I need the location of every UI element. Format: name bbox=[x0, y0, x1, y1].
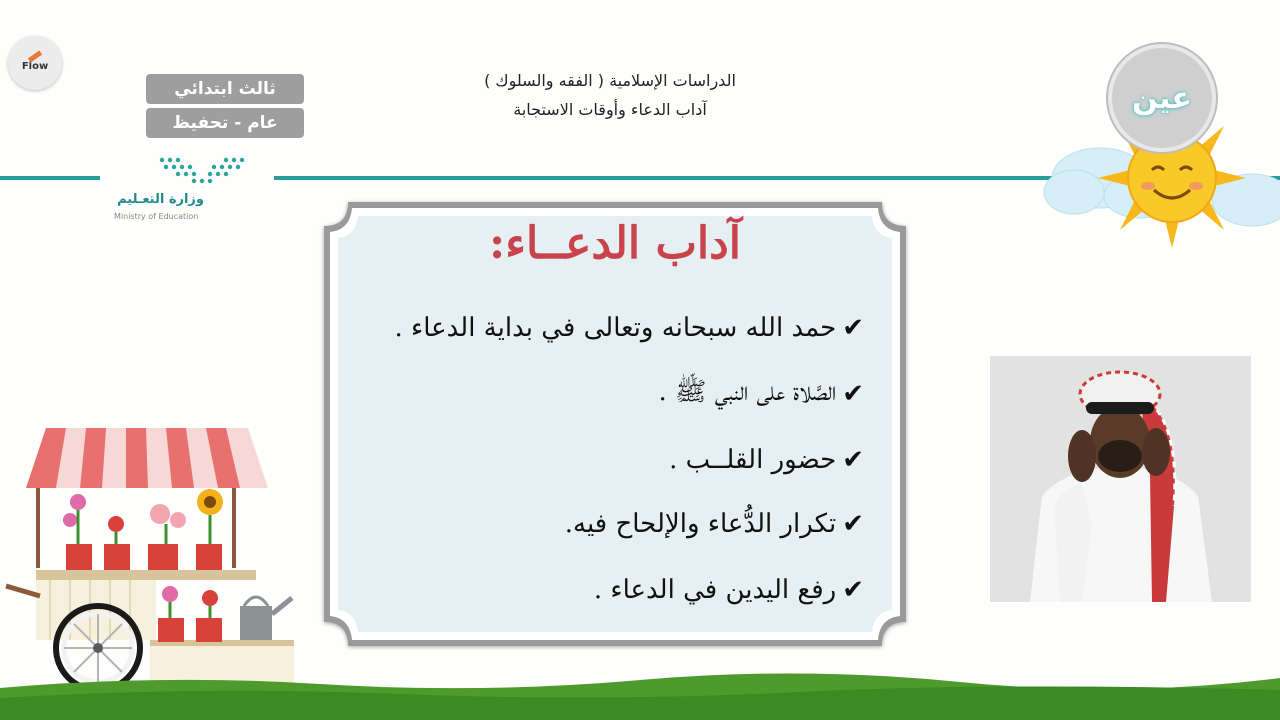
interpreter-image bbox=[990, 356, 1251, 602]
list-item-text: الصَّلاة على النبي ﷺ . bbox=[658, 377, 837, 407]
list-item-text: حضور القلــب . bbox=[669, 445, 837, 475]
ministry-emblem-icon bbox=[156, 154, 248, 188]
list-item-text: حمد الله سبحانه وتعالى في بداية الدعاء . bbox=[394, 313, 837, 343]
flow-logo-text: Flow bbox=[21, 61, 49, 72]
sign-language-video[interactable] bbox=[990, 356, 1251, 602]
awning-icon bbox=[26, 428, 268, 488]
watering-can-icon bbox=[240, 597, 292, 640]
header-divider-left bbox=[0, 176, 100, 180]
flower-pot-icon bbox=[63, 489, 223, 570]
ministry-name-ar: وزارة التعـليم bbox=[117, 192, 204, 207]
flower-cart-illustration bbox=[0, 428, 300, 694]
lesson-card bbox=[318, 196, 912, 652]
ministry-logo bbox=[112, 154, 272, 224]
list-item bbox=[659, 372, 864, 416]
list-item bbox=[394, 306, 864, 350]
flow-logo bbox=[8, 36, 62, 90]
list-item-text: رفع اليدين في الدعاء . bbox=[593, 575, 837, 605]
checkmark-icon: ✔ bbox=[842, 313, 864, 343]
flower-pot-icon bbox=[158, 586, 222, 642]
checkmark-icon: ✔ bbox=[842, 575, 864, 605]
grade-track-label: عام - تحفيظ bbox=[146, 108, 304, 138]
ain-badge bbox=[1108, 44, 1216, 152]
checkmark-icon: ✔ bbox=[842, 379, 864, 409]
list-item bbox=[565, 502, 864, 546]
checkmark-icon: ✔ bbox=[842, 445, 864, 475]
badge-text: عين bbox=[1132, 80, 1192, 116]
grass-strip bbox=[0, 672, 1280, 720]
list-item bbox=[594, 568, 864, 612]
ministry-name-en: Ministry of Education bbox=[114, 212, 199, 221]
subject-title: الدراسات الإسلامية ( الفقه والسلوك ) bbox=[484, 71, 736, 90]
checkmark-icon: ✔ bbox=[842, 509, 864, 539]
lesson-subtitle: آداب الدعاء وأوقات الاستجابة bbox=[513, 100, 707, 119]
lesson-title: آداب الدعــاء: bbox=[489, 218, 741, 269]
list-item bbox=[669, 438, 864, 482]
grade-level-label: ثالث ابتدائي bbox=[146, 74, 304, 104]
subject-header bbox=[440, 66, 780, 124]
list-item-text: تكرار الدُّعاء والإلحاح فيه. bbox=[564, 509, 837, 539]
